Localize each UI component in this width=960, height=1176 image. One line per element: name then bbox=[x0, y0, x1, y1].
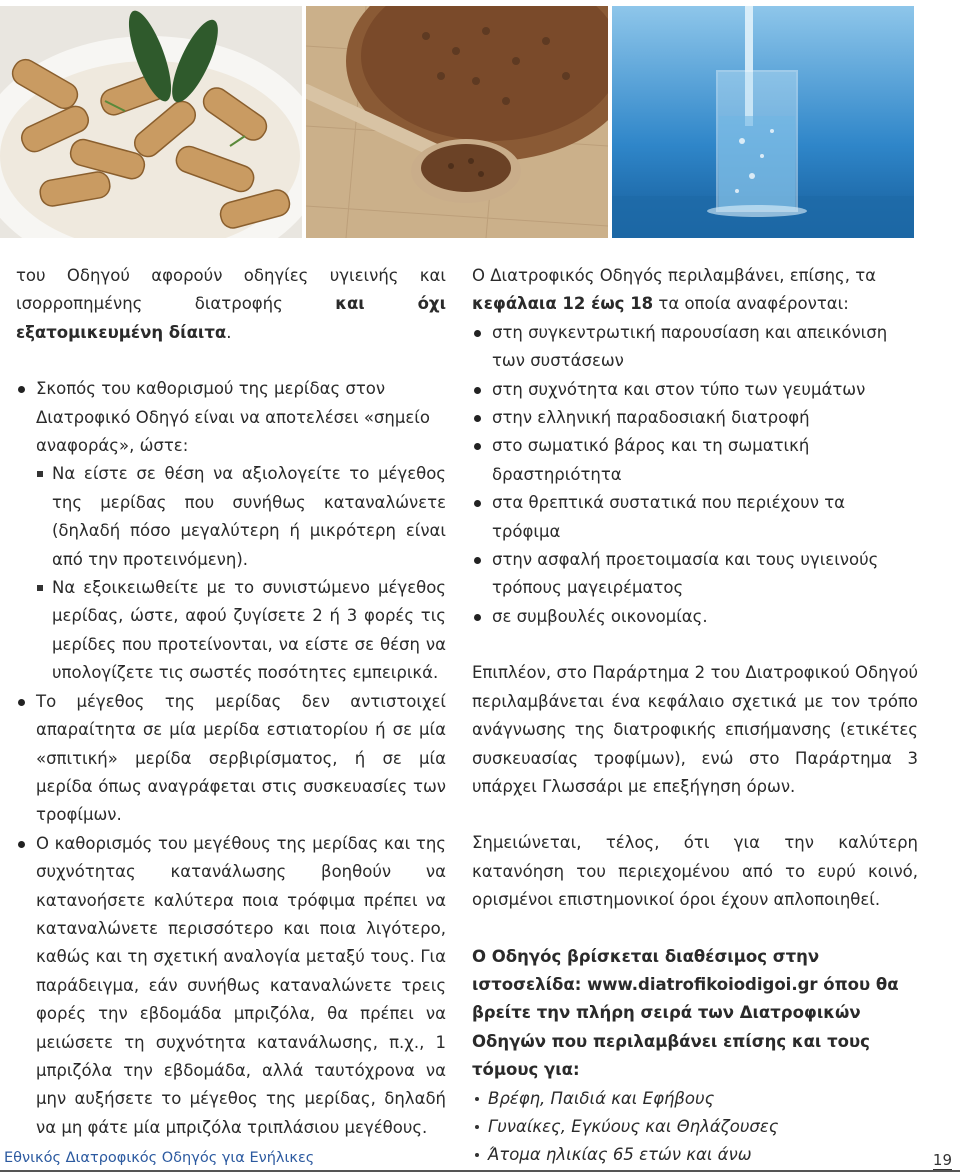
right-intro-bold: κεφάλαια 12 έως 18 bbox=[472, 294, 654, 314]
appendix-paragraph: Επιπλέον, στο Παράρτημα 2 του Διατροφικού Οδηγού περιλαμβάνεται ένα κεφάλαιο σχετικά με τον τρόπο ανάγνωσης της διατροφικής επισήμανσης (ετικέτες συσκευασίας τροφίμων), ενώ στο Παράρτημα 3 υπάρχει Γλωσσάρι με επεξήγηση όρων. bbox=[472, 663, 918, 796]
right-intro-end: τα οποία αναφέρονται: bbox=[653, 294, 849, 314]
water-glass-photo bbox=[612, 6, 914, 238]
list-item: Άτομα ηλικίας 65 ετών και άνω bbox=[472, 1141, 918, 1169]
footer-rule bbox=[0, 1170, 960, 1172]
list-item: στη συχνότητα και στον τύπο των γευμάτων bbox=[472, 376, 918, 404]
list-item: στο σωματικό βάρος και τη σωματική δραστηριότητα bbox=[472, 432, 918, 489]
list-item bbox=[16, 375, 446, 687]
list-item: στην ελληνική παραδοσιακή διατροφή bbox=[472, 404, 918, 432]
portion-bullet-list bbox=[16, 375, 446, 1142]
sub-list-item: Να είστε σε θέση να αξιολογείτε το μέγεθος της μερίδας που συνήθως καταναλώνετε (δηλαδή πόσο μεγαλύτερη ή μικρότερη είναι από την προτεινόμενη). bbox=[36, 460, 446, 574]
right-intro-text: Ο Διατροφικός Οδηγός περιλαμβάνει, επίσης, τα bbox=[472, 266, 877, 285]
footer-title: Εθνικός Διατροφικός Οδηγός για Ενήλικες bbox=[4, 1150, 315, 1166]
list-item: Το μέγεθος της μερίδας δεν αντιστοιχεί απαραίτητα σε μία μερίδα εστιατορίου ή σε μία «σπιτική» μερίδα σερβιρίσματος, ή σε μία μερίδα όπως αναγράφεται στις συσκευασίες των τροφίμων. bbox=[16, 688, 446, 830]
list-item: στη συγκεντρωτική παρουσίαση και απεικόνιση των συστάσεων bbox=[472, 319, 918, 376]
chapters-list bbox=[472, 319, 918, 631]
availability-paragraph: Ο Οδηγός βρίσκεται διαθέσιμος στην ιστοσελίδα: www.diatrofikoiodigoi.gr όπου θα βρείτε την πλήρη σειρά των Διατροφικών Οδηγών που περιλαμβάνει επίσης και τους τόμους για: bbox=[472, 946, 899, 1080]
list-item: στα θρεπτικά συστατικά που περιέχουν τα τρόφιμα bbox=[472, 489, 918, 546]
volumes-list bbox=[472, 1085, 918, 1170]
lentils-photo bbox=[306, 6, 608, 238]
list-item: Γυναίκες, Εγκύους και Θηλάζουσες bbox=[472, 1113, 918, 1141]
page-number: 19 bbox=[932, 1151, 952, 1169]
right-intro-paragraph bbox=[472, 262, 918, 319]
right-column bbox=[472, 262, 918, 1170]
terms-paragraph: Σημειώνεται, τέλος, ότι για την καλύτερη κατανόηση του περιεχομένου από το ευρύ κοινό, ορισμένοι επιστημονικοί όροι έχουν απλοποιηθεί. bbox=[472, 833, 918, 910]
left-intro-paragraph bbox=[16, 262, 446, 347]
left-column bbox=[16, 262, 446, 1142]
list-item: Βρέφη, Παιδιά και Εφήβους bbox=[472, 1085, 918, 1113]
list-item: Ο καθορισμός του μεγέθους της μερίδας και της συχνότητας κατανάλωσης βοηθούν να κατανοήσετε καλύτερα ποια τρόφιμα πρέπει να καταναλώνετε περισσότερο και ποια λιγότερο, καθώς και τη σχετική αναλογία μεταξύ τους. Για παράδειγμα, εάν συνήθως καταναλώνετε τρεις φορές την εβδομάδα μπριζόλα, θα πρέπει να μειώσετε τη συχνότητα κατανάλωσης, π.χ., 1 μπριζόλα την εβδομάδα, αλλά ταυτόχρονα να μην αυξήσετε το μέγεθος της μερίδας, δηλαδή να μη φάτε μία μπριζόλα τριπλάσιου μεγέθους. bbox=[16, 830, 446, 1142]
pasta-photo bbox=[0, 6, 302, 238]
bullet-text: Σκοπός του καθορισμού της μερίδας στον Διατροφικό Οδηγό είναι να αποτελέσει «σημείο αναφοράς», ώστε: bbox=[36, 379, 430, 456]
list-item: σε συμβουλές οικονομίας. bbox=[472, 603, 918, 631]
left-intro-bold: και όχι εξατομικευμένη δίαιτα bbox=[16, 294, 447, 342]
portion-sub-list bbox=[16, 460, 446, 687]
left-intro-text: του Οδηγού αφορούν οδηγίες υγιεινής και ισορροπημένης διατροφής bbox=[16, 266, 446, 314]
list-item: στην ασφαλή προετοιμασία και τους υγιεινούς τρόπους μαγειρέματος bbox=[472, 546, 918, 603]
sub-list-item: Να εξοικειωθείτε με το συνιστώμενο μέγεθος μερίδας, ώστε, αφού ζυγίσετε 2 ή 3 φορές τις μερίδες που προτείνονται, να είστε σε θέση να υπολογίζετε τις σωστές ποσότητες εμπειρικά. bbox=[36, 574, 446, 688]
left-intro-end: . bbox=[226, 322, 232, 342]
